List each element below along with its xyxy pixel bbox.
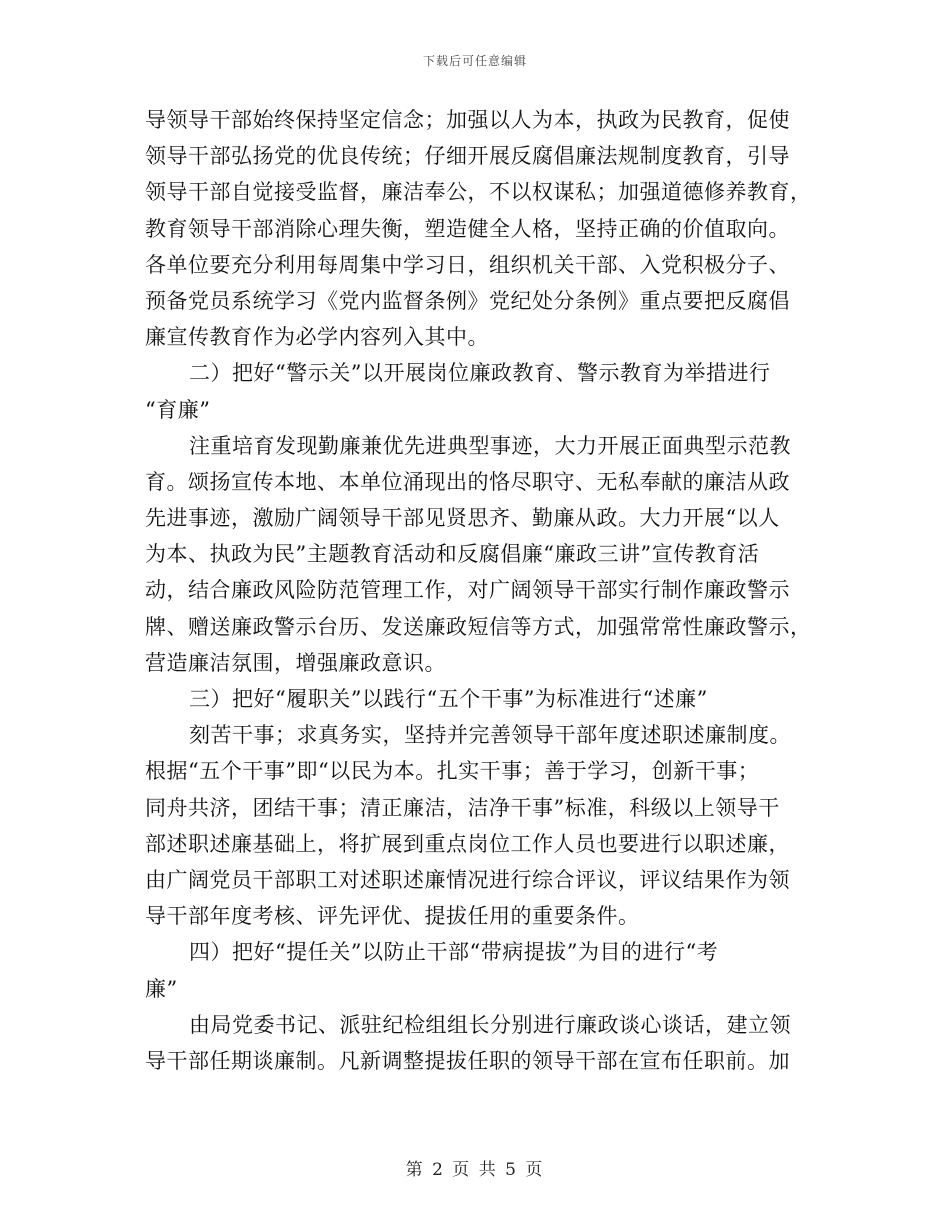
text-line: 牌、赠送廉政警示台历、发送廉政短信等方式，加强常常性廉政警示，: [145, 614, 812, 639]
document-body: [145, 102, 812, 1079]
text-line: 部述职述廉基础上，将扩展到重点岗位工作人员也要进行以职述廉，: [145, 831, 790, 856]
text-line: 预备党员系统学习《党内监督条例》党纪处分条例》重点要把反腐倡: [145, 288, 790, 313]
text-line: 由广阔党员干部职工对述职述廉情况进行综合评议，评议结果作为领: [145, 867, 790, 892]
text-line: 导干部年度考核、评先评优、提拔任用的重要条件。: [145, 904, 640, 929]
text-line: 育。颂扬宣传本地、本单位涌现出的恪尽职守、无私奉献的廉洁从政: [145, 469, 790, 494]
text-line: 先进事迹，激励广阔领导干部见贤思齐、勤廉从政。大力开展“以人: [145, 506, 780, 531]
text-line: 三）把好“履职关”以践行“五个干事”为标准进行“述廉”: [189, 687, 708, 711]
text-line: 刻苦干事；求真务实，坚持并完善领导干部年度述职述廉制度。: [189, 723, 791, 748]
text-line: 四）把好“提任关”以防止干部“带病提拔”为目的进行“考: [189, 940, 719, 965]
text-line: 动，结合廉政风险防范管理工作，对广阔领导干部实行制作廉政警示: [145, 578, 790, 603]
text-line: 营造廉洁氛围，增强廉政意识。: [145, 650, 446, 675]
text-line: 注重培育发现勤廉兼优先进典型事迹，大力开展正面典型示范教: [189, 433, 791, 458]
text-line: 教育领导干部消除心理失衡，塑造健全人格，坚持正确的价值取向。: [145, 216, 790, 241]
text-line: 由局党委书记、派驻纪检组组长分别进行廉政谈心谈话，建立领: [189, 1012, 791, 1037]
text-line: 各单位要充分利用每周集中学习日，组织机关干部、入党积极分子、: [145, 252, 790, 277]
text-line: 二）把好“警示关”以开展岗位廉政教育、警示教育为举措进行: [189, 361, 771, 386]
text-line: 同舟共济，团结干事；清正廉洁，洁净干事”标准，科级以上领导干: [145, 795, 780, 820]
text-line: 领导干部弘扬党的优良传统；仔细开展反腐倡廉法规制度教育，引导: [145, 144, 790, 169]
text-line: 导干部任期谈廉制。凡新调整提拔任职的领导干部在宣布任职前。加: [145, 1048, 790, 1073]
text-line: 导领导干部始终保持坚定信念；加强以人为本，执政为民教育，促使: [145, 108, 790, 132]
text-line: 领导干部自觉接受监督，廉洁奉公，不以权谋私；加强道德修养教育，: [145, 180, 812, 205]
text-line: 廉”: [145, 976, 178, 1001]
page-number: 第 2 页 共 5 页: [405, 1160, 545, 1180]
text-line: “育廉”: [145, 397, 211, 422]
text-line: 为本、执政为民”主题教育活动和反腐倡廉“廉政三讲”宣传教育活: [145, 542, 760, 567]
text-line: 廉宣传教育作为必学内容列入其中。: [145, 325, 489, 350]
page-header: 下载后可任意编辑: [422, 54, 527, 68]
text-line: 根据“五个干事”即“以民为本。扎实干事；善于学习，创新干事；: [145, 759, 760, 784]
